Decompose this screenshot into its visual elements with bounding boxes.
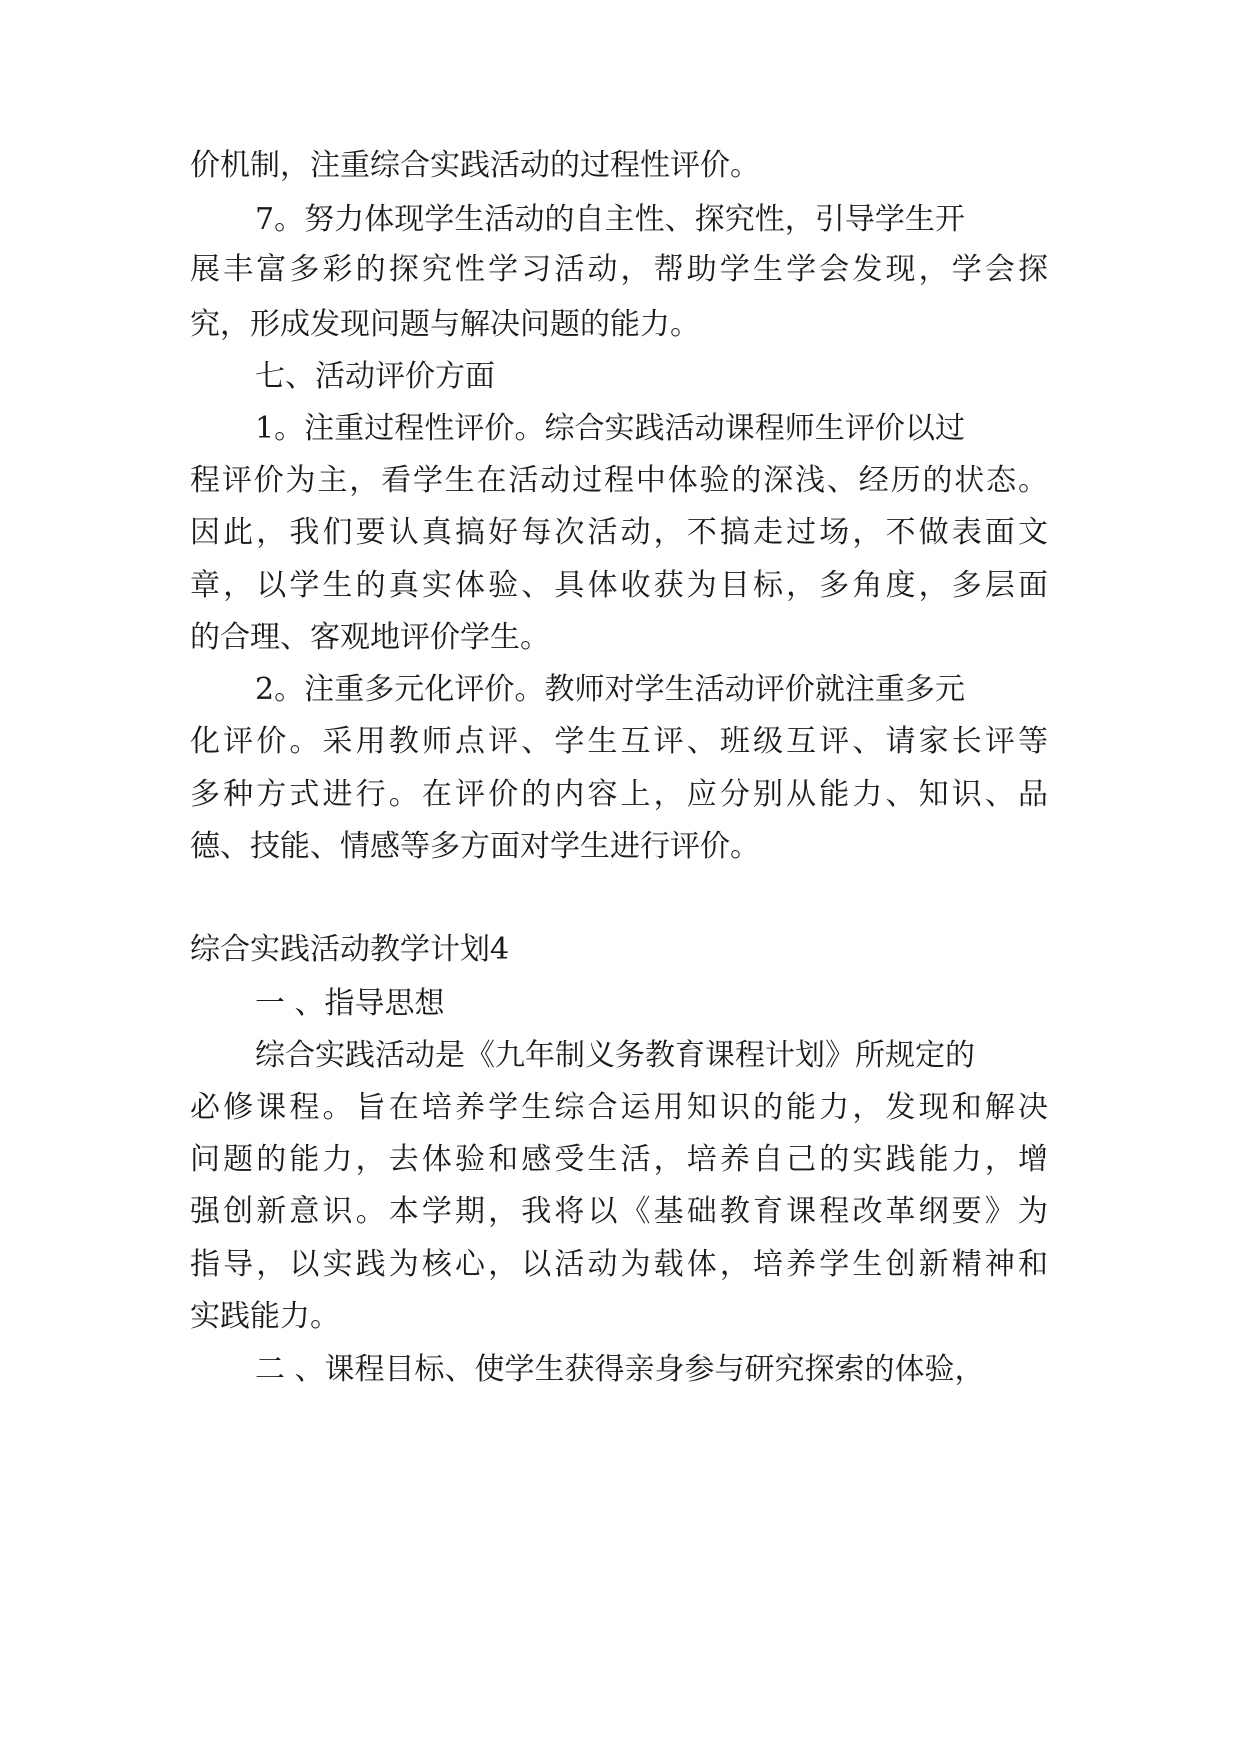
paragraph-line: 展丰富多彩的探究性学习活动，帮助学生学会发现，学会探 bbox=[190, 252, 1048, 287]
document-title: 综合实践活动教学计划4 bbox=[190, 932, 510, 967]
paragraph-line: 德、技能、情感等多方面对学生进行评价。 bbox=[190, 829, 760, 864]
paragraph-line: 7。努力体现学生活动的自主性、探究性，引导学生开 bbox=[255, 202, 965, 237]
paragraph-line: 2。注重多元化评价。教师对学生活动评价就注重多元 bbox=[255, 672, 965, 707]
paragraph-line: 必修课程。旨在培养学生综合运用知识的能力，发现和解决 bbox=[190, 1090, 1048, 1125]
paragraph-line: 的合理、客观地评价学生。 bbox=[190, 620, 550, 655]
paragraph-line: 因此，我们要认真搞好每次活动，不搞走过场，不做表面文 bbox=[190, 515, 1048, 550]
paragraph-line: 强创新意识。本学期，我将以《基础教育课程改革纲要》为 bbox=[190, 1194, 1048, 1229]
paragraph-line: 化评价。采用教师点评、学生互评、班级互评、请家长评等 bbox=[190, 724, 1048, 759]
paragraph-line: 多种方式进行。在评价的内容上，应分别从能力、知识、品 bbox=[190, 777, 1048, 812]
paragraph-line: 问题的能力，去体验和感受生活，培养自己的实践能力，增 bbox=[190, 1142, 1048, 1177]
paragraph-line: 实践能力。 bbox=[190, 1299, 340, 1334]
paragraph-line: 程评价为主，看学生在活动过程中体验的深浅、经历的状态。 bbox=[190, 463, 1048, 498]
paragraph-line: 指导，以实践为核心，以活动为载体，培养学生创新精神和 bbox=[190, 1247, 1048, 1282]
paragraph-line: 究，形成发现问题与解决问题的能力。 bbox=[190, 307, 700, 342]
paragraph-line: 1。注重过程性评价。综合实践活动课程师生评价以过 bbox=[255, 411, 965, 446]
section-heading: 七、活动评价方面 bbox=[255, 359, 495, 394]
section-heading: 二 、课程目标、使学生获得亲身参与研究探索的体验， bbox=[255, 1352, 985, 1387]
paragraph-line: 价机制，注重综合实践活动的过程性评价。 bbox=[190, 148, 760, 183]
section-heading: 一 、指导思想 bbox=[255, 986, 445, 1021]
paragraph-line: 综合实践活动是《九年制义务教育课程计划》所规定的 bbox=[255, 1038, 975, 1073]
paragraph-line: 章，以学生的真实体验、具体收获为目标，多角度，多层面 bbox=[190, 568, 1048, 603]
